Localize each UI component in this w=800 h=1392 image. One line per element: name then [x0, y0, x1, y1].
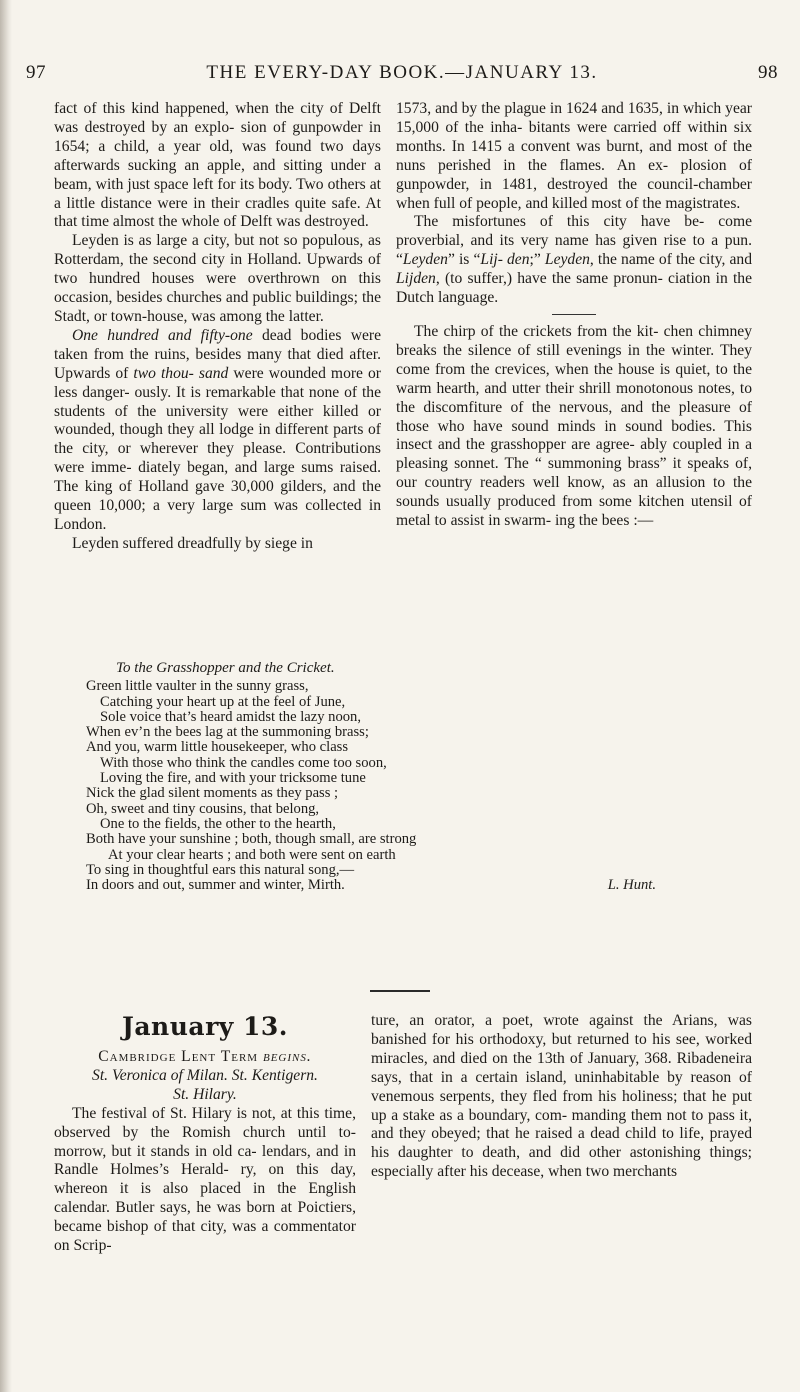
paragraph: The festival of St. Hilary is not, at this time, observed by the Romish church until to-morrow, but it stands in old ca- lendars, and in Randle Holmes’s Herald- ry, on this day, whereon it is also placed in the English calendar. Butler says, he was born at Poictiers, became bishop of that city, was a commentator on Scrip-: [54, 1104, 356, 1255]
poem-line: Green little vaulter in the sunny grass,: [86, 678, 309, 695]
column-right-bottom: [371, 1012, 752, 1182]
poem-line: Sole voice that’s heard amidst the lazy noon,: [100, 708, 361, 725]
poem-author: L. Hunt.: [607, 877, 656, 894]
running-title: THE EVERY-DAY BOOK.—JANUARY 13.: [206, 62, 598, 83]
poem-line: Both have your sunshine ; both, though small, are strong: [86, 831, 417, 848]
poem-line: Loving the fire, and with your tricksome tune: [100, 770, 366, 787]
poem-line: Oh, sweet and tiny cousins, that belong,: [86, 800, 320, 817]
page-header: [26, 62, 778, 88]
poem-title: To the Grasshopper and the Cricket.: [116, 660, 335, 676]
emphasis: One hundred and fifty-one: [72, 326, 253, 344]
saints-line: St. Veronica of Milan. St. Kentigern.: [92, 1066, 318, 1084]
poem-line: To sing in thoughtful ears this natural song,—: [86, 861, 355, 878]
sonnet: [86, 661, 706, 893]
poem-line: When ev’n the bees lag at the summoning brass;: [86, 724, 369, 741]
paragraph: fact of this kind happened, when the city of Delft was destroyed by an explo- sion of gunpowder in 1654; a child, a year old, was found two days afterwards sucking an apple, and sitting under a beam, with just space left for its body. Two others at a little distance were in their cradles quite safe. At that time almost the whole of Delft was destroyed.: [54, 100, 381, 231]
poem-line: Catching your heart up at the feel of June,: [100, 693, 346, 710]
date-heading: January 13.: [122, 1012, 288, 1041]
paragraph: Leyden is as large a city, but not so populous, as Rotterdam, the second city in Holland. Upwards of two hundred houses were overthrown on this occasion, besides churches and public buildings; the Stadt, or town-house, was among the latter.: [54, 232, 381, 325]
term-notice: Cambridge Lent Term begins.: [98, 1048, 312, 1065]
page-number-left: 97: [26, 62, 46, 83]
poem-line: In doors and out, summer and winter, Mirth. L. Hunt.: [86, 877, 656, 894]
poem-line: One to the fields, the other to the hearth,: [100, 815, 336, 832]
column-left-top: [54, 100, 381, 554]
poem-line: Nick the glad silent moments as they pass ;: [86, 785, 339, 802]
paragraph: One hundred and fifty-one dead bodies were taken from the ruins, besides many that died after. Upwards of two thou- sand were wounded more or less danger- ously. It is remarkable that none of the students of the university were either killed or wounded, though they all lodge in different parts of the city, or wherever they please. Contributions were imme- diately began, and large sums raised. The king of Holland gave 30,000 gilders, and the queen 10,000; a very large sum was collected in London.: [54, 326, 382, 533]
emphasis: two thou- sand: [133, 364, 229, 382]
paragraph: The chirp of the crickets from the kit- chen chimney breaks the silence of still evenings in the winter. They come from the crevices, when the house is quiet, to the warm hearth, and utter their shrill monotonous notes, to the discomfiture of the nervous, and the pleasure of those who have sound minds in sound bodies. This insect and the grasshopper are agree- ably coupled in a pleasing sonnet. The “ summoning brass” it speaks of, our country readers well know, as an allusion to the sounds usually produced from some kitchen utensil of metal to assist in swarm- ing the bees :—: [396, 322, 752, 530]
section-divider: [552, 314, 596, 315]
saint-heading: St. Hilary.: [173, 1085, 237, 1103]
poem-line: And you, warm little housekeeper, who class: [86, 739, 349, 756]
paragraph: 1573, and by the plague in 1624 and 1635, in which year 15,000 of the inha- bitants were carried off within six months. In 1415 a convent was burnt, and most of the nuns perished in the flames. An ex- plosion of gunpowder, in 1481, destroyed the council-chamber when full of people, and killed most of the magistrates.: [396, 100, 752, 212]
section-divider: [370, 990, 430, 992]
column-right-top: [396, 100, 752, 531]
paragraph: ture, an orator, a poet, wrote against the Arians, was banished for his orthodoxy, but returned to his see, worked miracles, and died on the 13th of January, 368. Ribadeneira says, that in a certain island, uninhabitable by reason of venemous serpents, they fled from his holiness; that he put up a stake as a boundary, com- manding them not to pass it, and they obeyed; that he raised a dead child to life, prayed his daughter to death, and did other astonishing things; especially after his decease, when two merchants: [371, 1012, 752, 1181]
column-left-bottom: [54, 1012, 356, 1256]
page-number-right: 98: [758, 62, 778, 83]
poem-line: At your clear hearts ; and both were sent on earth: [108, 846, 396, 863]
paragraph: The misfortunes of this city have be- come proverbial, and its very name has given rise to a pun. “Leyden” is “Lij- den;” Leyden, the name of the city, and Lijden, (to suffer,) have the same pronun- ciation in the Dutch language.: [396, 213, 753, 307]
paragraph: Leyden suffered dreadfully by siege in: [72, 534, 313, 552]
book-spine-shadow: [0, 0, 12, 1392]
poem-line: With those who think the candles come too soon,: [100, 754, 387, 771]
